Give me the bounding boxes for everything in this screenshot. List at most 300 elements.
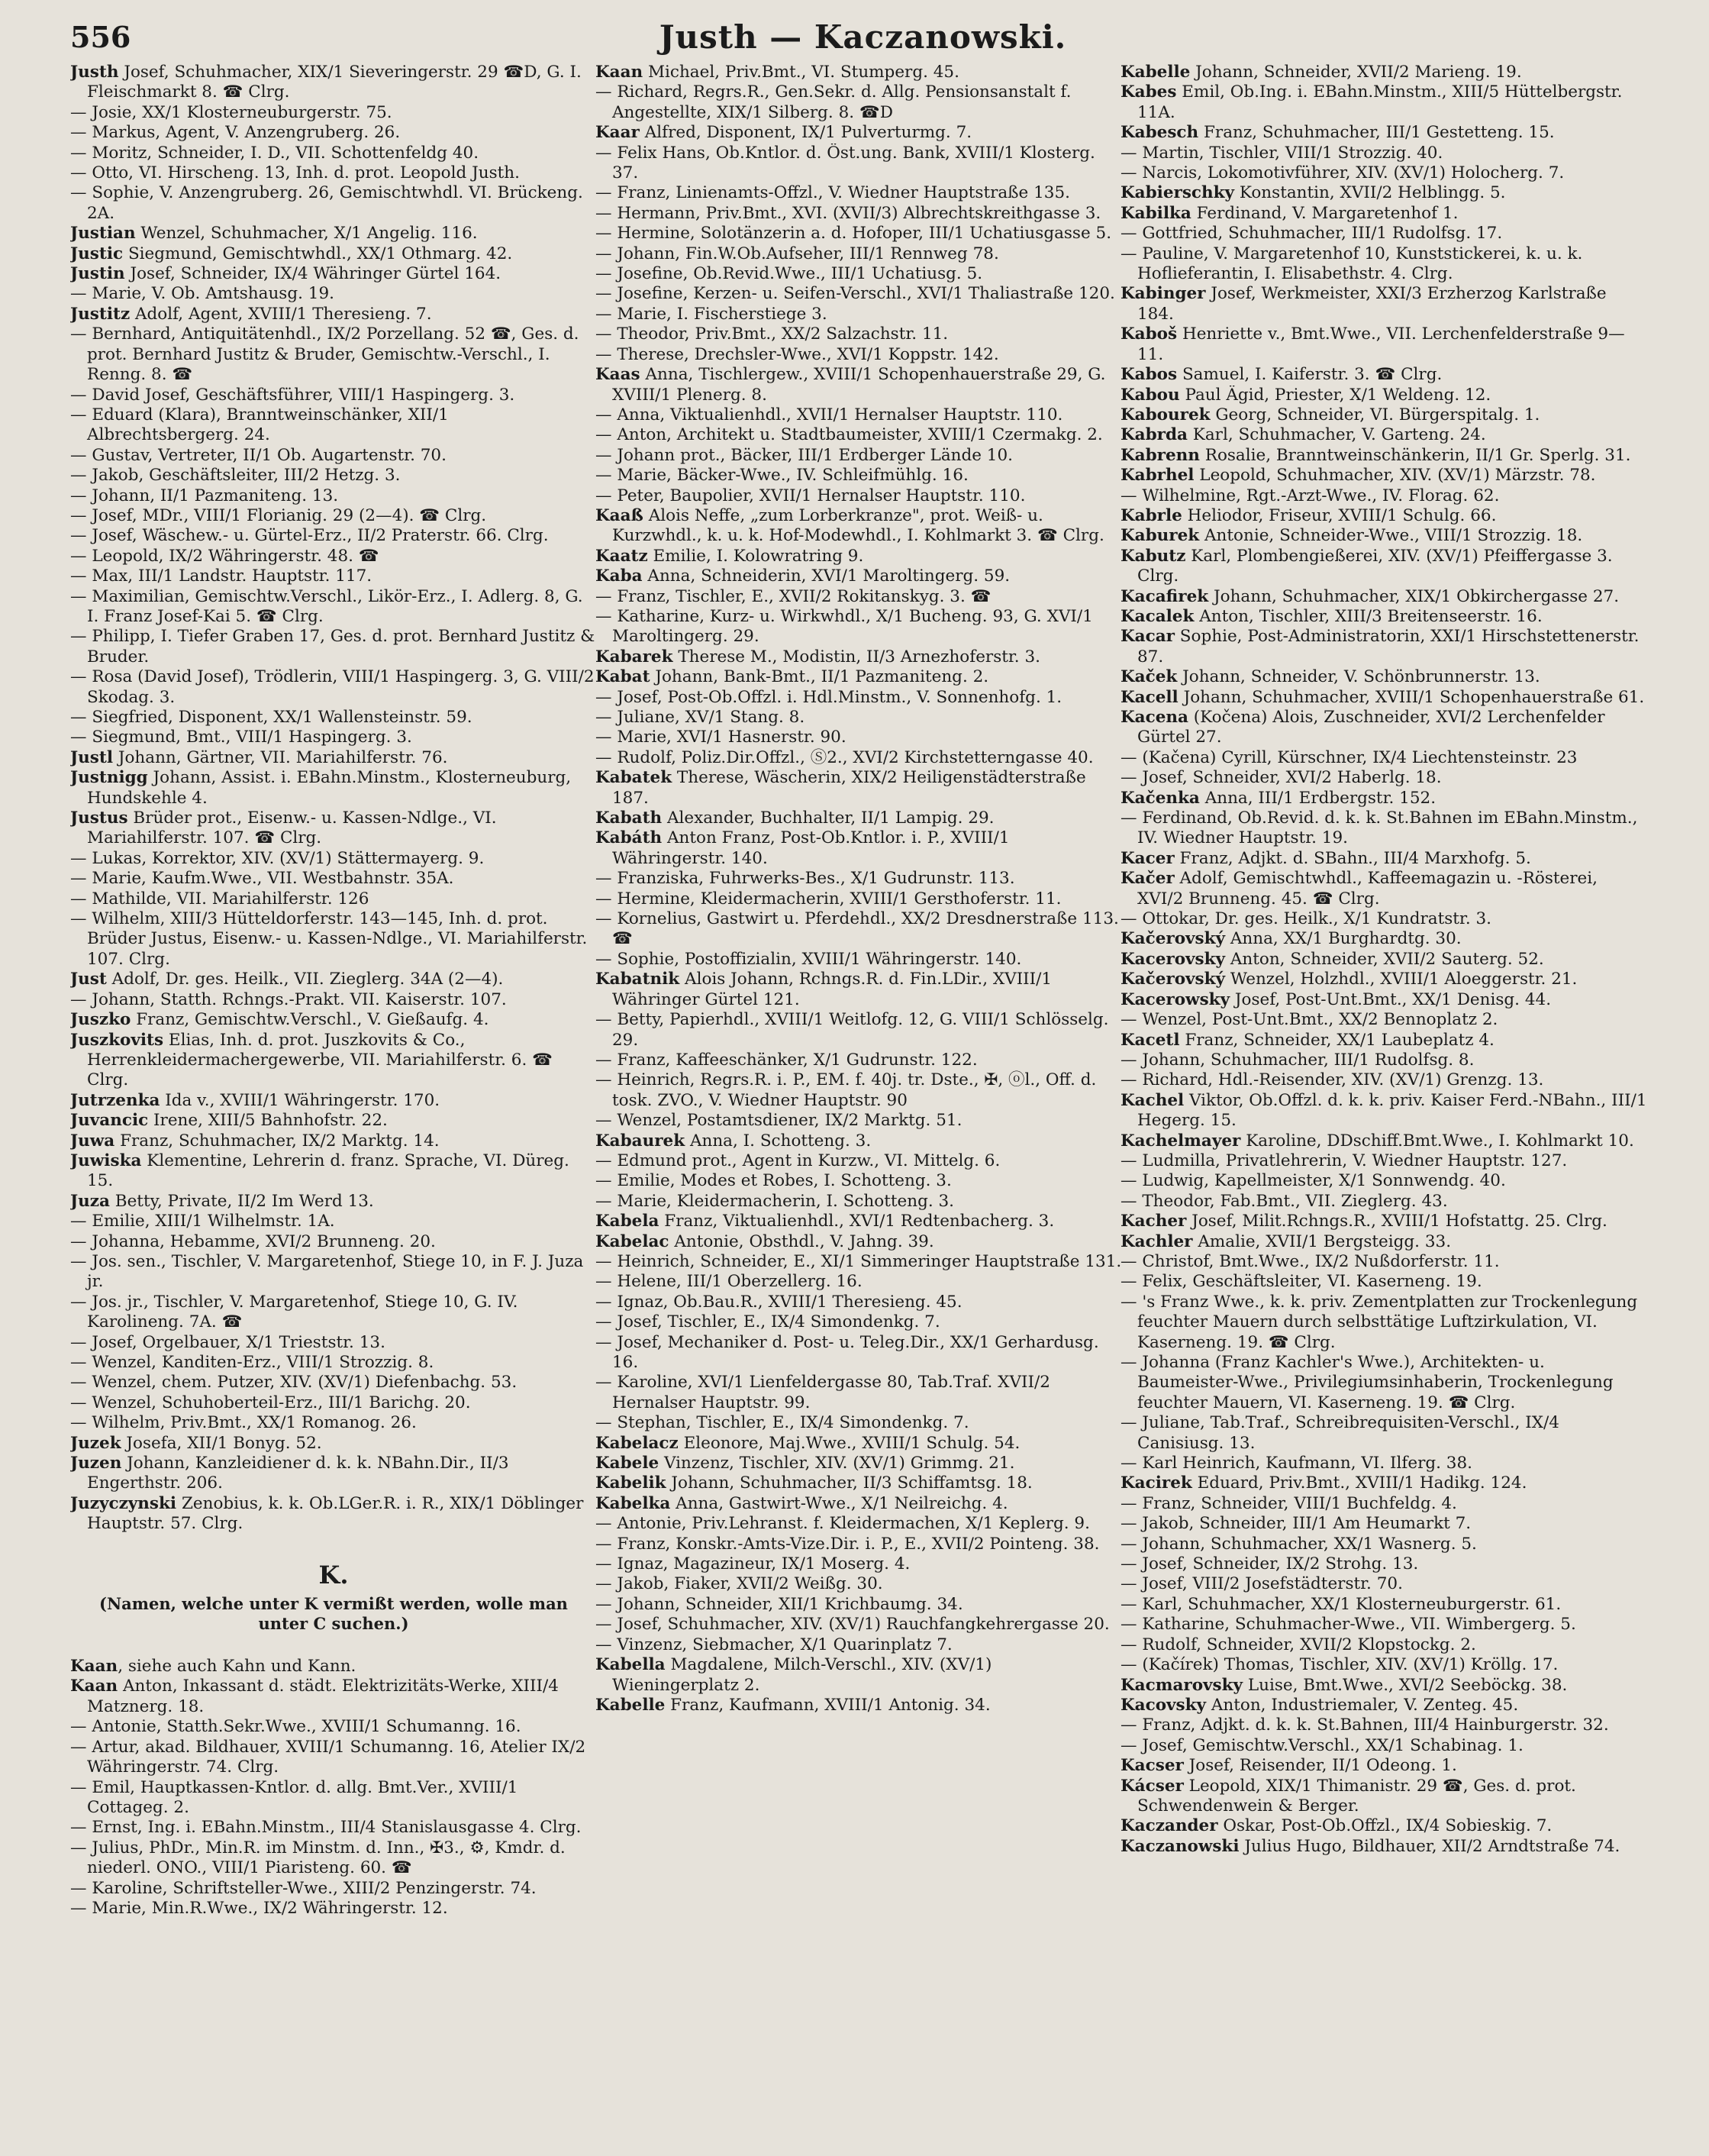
- entry-text: — Rosa (David Josef), Trödlerin, VIII/1 Haspingerg. 3, G. VIII/2 Skodag. 3.: [70, 667, 595, 707]
- entry-text: — Wenzel, Postamtsdiener, IX/2 Marktg. 51.: [595, 1111, 963, 1131]
- entry-text: Johann, Bank-Bmt., II/1 Pazmaniteng. 2.: [650, 667, 989, 687]
- entry-text: Eduard, Priv.Bmt., XVIII/1 Hadikg. 124.: [1191, 1473, 1527, 1493]
- entry-surname: Kacirek: [1121, 1473, 1192, 1493]
- entry-text: Anton Franz, Post-Ob.Kntlor. i. P., XVIII/1 Währingerstr. 140.: [612, 828, 1010, 868]
- page-number: 556: [70, 20, 131, 54]
- entry-text: Viktor, Ob.Offzl. d. k. k. priv. Kaiser Ferd.-NBahn., III/1 Hegerg. 15.: [1137, 1090, 1647, 1131]
- directory-entry: [1121, 1413, 1647, 1454]
- directory-entry: [595, 123, 1122, 143]
- directory-entry: [70, 1413, 597, 1433]
- entry-surname: Juzen: [70, 1454, 122, 1473]
- entry-text: — Gottfried, Schuhmacher, III/1 Rudolfsg. 17.: [1121, 224, 1503, 244]
- entry-text: Josefa, XII/1 Bonyg. 52.: [121, 1433, 322, 1453]
- entry-text: — Leopold, IX/2 Währingerstr. 48. ☎: [70, 546, 379, 566]
- entry-text: — Moritz, Schneider, I. D., VII. Schottenfeldg 40.: [70, 143, 479, 163]
- directory-entry: [70, 1677, 597, 1717]
- entry-text: — Betty, Papierhdl., XVIII/1 Weitlofg. 12, G. VIII/1 Schlösselg. 29.: [595, 1010, 1109, 1050]
- entries-top: [70, 63, 597, 1535]
- directory-entry: [595, 466, 1122, 486]
- directory-entry: [70, 284, 597, 304]
- entry-text: — Maximilian, Gemischtw.Verschl., Likör-Erz., I. Adlerg. 8, G. I. Franz Josef-Kai 5. ☎ Clrg.: [70, 586, 583, 626]
- entry-surname: Kačenka: [1121, 788, 1200, 808]
- directory-entry: [595, 587, 1122, 607]
- directory-entry: [595, 1293, 1122, 1312]
- entry-surname: Justh: [70, 63, 119, 82]
- entry-text: Johann, Schneider, XVII/2 Marieng. 19.: [1190, 63, 1522, 82]
- directory-entry: [595, 1070, 1122, 1111]
- directory-entry: [70, 1738, 597, 1778]
- entry-text: — Johann, Schuhmacher, XX/1 Wasnerg. 5.: [1121, 1534, 1477, 1554]
- directory-entry: [1121, 284, 1647, 324]
- entry-text: — Josef, Gemischtw.Verschl., XX/1 Schabinag. 1.: [1121, 1735, 1524, 1755]
- entry-text: Johann, Schuhmacher, XIX/1 Obkirchergasse 27.: [1208, 586, 1620, 606]
- directory-entry: [1121, 950, 1647, 970]
- entry-text: — Wenzel, Kanditen-Erz., VIII/1 Strozzig. 8.: [70, 1353, 434, 1372]
- directory-entry: [1121, 405, 1647, 425]
- directory-entry: [595, 1473, 1122, 1493]
- entry-surname: Kabesch: [1121, 123, 1199, 143]
- entry-text: — Max, III/1 Landstr. Hauptstr. 117.: [70, 566, 372, 586]
- directory-entry: [1121, 1131, 1647, 1151]
- entry-text: Anna, Tischlergew., XVIII/1 Schopenhauerstraße 29, G. XVIII/1 Plenerg. 8.: [612, 365, 1106, 405]
- directory-entry: [1121, 1151, 1647, 1171]
- entry-text: Elias, Inh. d. prot. Juszkovits & Co., Herrenkleidermachergewerbe, VII. Mariahilferstr. 6. ☎ Clrg.: [87, 1030, 553, 1090]
- directory-entry: [70, 526, 597, 546]
- entry-text: — Karl, Schuhmacher, XX/1 Klosterneuburgerstr. 61.: [1121, 1594, 1562, 1614]
- entry-text: Therese M., Modistin, II/3 Arnezhoferstr. 3.: [672, 647, 1040, 666]
- entry-surname: Kabáth: [595, 828, 663, 848]
- directory-entry: [1121, 365, 1647, 385]
- directory-entry: [595, 1434, 1122, 1454]
- entry-surname: Kaan: [595, 63, 643, 82]
- directory-entry: [70, 1373, 597, 1393]
- entry-text: — Marie, V. Ob. Amtshausg. 19.: [70, 284, 334, 304]
- directory-entry: [70, 587, 597, 628]
- directory-entry: [595, 305, 1122, 324]
- directory-entry: [595, 1171, 1122, 1191]
- entry-text: Georg, Schneider, VI. Bürgerspitalg. 1.: [1210, 405, 1540, 424]
- entry-surname: Kaboš: [1121, 324, 1178, 344]
- directory-entry: [1121, 1777, 1647, 1817]
- entry-surname: Kácser: [1121, 1776, 1184, 1796]
- directory-entry: [70, 1333, 597, 1353]
- entry-surname: Justic: [70, 244, 124, 263]
- directory-entry: [1121, 627, 1647, 667]
- directory-entry: [595, 1615, 1122, 1635]
- entry-text: — Wenzel, Post-Unt.Bmt., XX/2 Bennoplatz 2.: [1121, 1010, 1498, 1030]
- directory-entry: [595, 1232, 1122, 1252]
- directory-entry: [70, 990, 597, 1010]
- entry-text: Franz, Schuhmacher, III/1 Gestetteng. 15.: [1198, 123, 1555, 143]
- directory-entry: [70, 547, 597, 566]
- directory-entry: [595, 365, 1122, 405]
- directory-entry: [70, 123, 597, 143]
- directory-entry: [1121, 1293, 1647, 1353]
- entry-surname: Kabat: [595, 667, 650, 687]
- entry-text: Wenzel, Schuhmacher, X/1 Angelig. 116.: [135, 224, 478, 244]
- directory-entry: [70, 103, 597, 123]
- entry-surname: Juszkovits: [70, 1030, 164, 1050]
- entry-text: Antonie, Obsthdl., V. Jahng. 39.: [669, 1231, 934, 1251]
- entry-text: — Siegfried, Disponent, XX/1 Wallensteinstr. 59.: [70, 708, 472, 727]
- entry-text: Ferdinand, V. Margaretenhof 1.: [1191, 203, 1459, 223]
- entry-text: — Richard, Hdl.-Reisender, XIV. (XV/1) Grenzg. 13.: [1121, 1070, 1544, 1090]
- directory-entry: [70, 466, 597, 486]
- directory-entry: [595, 1554, 1122, 1574]
- entry-text: — Wilhelm, Priv.Bmt., XX/1 Romanog. 26.: [70, 1413, 417, 1433]
- entry-text: — Franz, Linienamts-Offzl., V. Wiedner Hauptstraße 135.: [595, 183, 1070, 203]
- directory-entry: [1121, 1696, 1647, 1715]
- entry-surname: Kabrda: [1121, 425, 1188, 445]
- entry-text: — Josef, VIII/2 Josefstädterstr. 70.: [1121, 1574, 1403, 1594]
- directory-entry: [1121, 1031, 1647, 1051]
- directory-entry: [1121, 1353, 1647, 1413]
- directory-entry: [1121, 1615, 1647, 1635]
- entry-text: Eleonore, Maj.Wwe., XVIII/1 Schulg. 54.: [678, 1433, 1021, 1453]
- entry-surname: Just: [70, 970, 107, 989]
- entries: [1121, 63, 1647, 1857]
- directory-entry: [595, 1574, 1122, 1594]
- entry-text: — Marie, XVI/1 Hasnerstr. 90.: [595, 728, 846, 747]
- directory-entry: [595, 950, 1122, 970]
- directory-entry: [70, 1393, 597, 1413]
- directory-entry: [1121, 587, 1647, 607]
- entry-text: Adolf, Agent, XVIII/1 Theresieng. 7.: [130, 304, 432, 324]
- entry-surname: Kabrenn: [1121, 445, 1200, 465]
- entry-surname: Kabelka: [595, 1493, 671, 1513]
- directory-entry: [1121, 929, 1647, 949]
- entry-surname: Kabela: [595, 1212, 659, 1231]
- directory-entry: [70, 1151, 597, 1192]
- directory-entry: [1121, 1252, 1647, 1272]
- entry-text: — (Kačena) Cyrill, Kürschner, IX/4 Liechtensteinstr. 23: [1121, 747, 1578, 767]
- entry-text: Franz, Adjkt. d. SBahn., III/4 Marxhofg. 5.: [1174, 848, 1531, 868]
- directory-entry: [1121, 1554, 1647, 1574]
- directory-entry: [595, 1494, 1122, 1514]
- directory-entry: [595, 1413, 1122, 1433]
- directory-entry: [70, 1879, 597, 1899]
- directory-entry: [1121, 324, 1647, 365]
- entry-text: Anton, Schneider, XVII/2 Sauterg. 52.: [1225, 949, 1544, 969]
- directory-entry: [1121, 1454, 1647, 1473]
- entry-text: — Johann, Schuhmacher, III/1 Rudolfsg. 8.: [1121, 1050, 1475, 1070]
- directory-entry: [70, 849, 597, 869]
- entry-text: — Katharine, Schuhmacher-Wwe., VII. Wimbergerg. 5.: [1121, 1615, 1576, 1635]
- entry-text: — Richard, Regrs.R., Gen.Sekr. d. Allg. Pensionsanstalt f. Angestellte, XIX/1 Silberg. 8. ☎D: [595, 82, 1072, 122]
- entry-text: — Martin, Tischler, VIII/1 Strozzig. 40.: [1121, 143, 1443, 163]
- directory-entry: [1121, 1212, 1647, 1231]
- directory-entry: [595, 1212, 1122, 1231]
- entry-text: — 's Franz Wwe., k. k. priv. Zementplatten zur Trockenlegung feuchter Mauern durch selbsttätige Luftzirkulation, VI. Kaserneng. 19. ☎ Clrg.: [1121, 1292, 1638, 1352]
- entry-text: Josef, Schneider, IX/4 Währinger Gürtel 164.: [124, 264, 501, 284]
- entry-surname: Jutrzenka: [70, 1090, 160, 1110]
- directory-entry: [1121, 386, 1647, 405]
- entry-text: — Therese, Drechsler-Wwe., XVI/1 Koppstr. 142.: [595, 344, 999, 364]
- entry-surname: Kabilka: [1121, 203, 1191, 223]
- directory-entry: [70, 889, 597, 909]
- entry-surname: Kačer: [1121, 869, 1175, 889]
- entry-text: — Hermine, Solotänzerin a. d. Hofoper, III/1 Uchatiusgasse 5.: [595, 224, 1112, 244]
- entry-text: Wenzel, Holzhdl., XVIII/1 Aloeggerstr. 21.: [1225, 970, 1578, 989]
- entry-text: — Johann, Fin.W.Ob.Aufseher, III/1 Rennweg 78.: [595, 244, 999, 263]
- directory-entry: [1121, 1051, 1647, 1070]
- directory-entry: [1121, 1736, 1647, 1756]
- entry-text: — Bernhard, Antiquitätenhdl., IX/2 Porzellang. 52 ☎, Ges. d. prot. Bernhard Justitz & Bruder, Gemischtw.-Verschl., I. Renng. 8. ☎: [70, 324, 579, 385]
- entry-surname: Justl: [70, 747, 114, 767]
- entry-surname: Kabath: [595, 808, 663, 828]
- entry-surname: Justian: [70, 224, 136, 244]
- directory-entry: [1121, 768, 1647, 788]
- entry-surname: Juszko: [70, 1010, 131, 1030]
- directory-entry: [1121, 1837, 1647, 1857]
- entry-surname: Juzyczynski: [70, 1493, 177, 1513]
- entry-text: — Marie, Kaufm.Wwe., VII. Westbahnstr. 35A.: [70, 869, 454, 889]
- directory-entry: [1121, 607, 1647, 627]
- directory-entry: [595, 1192, 1122, 1212]
- entry-surname: Kacell: [1121, 687, 1179, 707]
- entry-text: — Wilhelm, XIII/3 Hütteldorferstr. 143—145, Inh. d. prot. Brüder Justus, Eisenw.- u. Kassen-Ndlge., VI. Mariahilferstr. 107. Clrg.: [70, 909, 588, 969]
- entry-text: — Johann, II/1 Pazmaniteng. 13.: [70, 486, 339, 505]
- directory-entry: [595, 869, 1122, 889]
- directory-entry: [70, 566, 597, 586]
- entry-text: — Rudolf, Schneider, XVII/2 Klopstockg. 2.: [1121, 1635, 1476, 1654]
- entry-surname: Kačerovský: [1121, 929, 1226, 949]
- entry-text: Anton, Industriemaler, V. Zenteg. 45.: [1206, 1695, 1519, 1715]
- entry-surname: Kabella: [595, 1655, 666, 1675]
- entry-text: Leopold, Schuhmacher, XIV. (XV/1) Märzstr. 78.: [1194, 466, 1596, 486]
- entry-text: Karl, Plombengießerei, XIV. (XV/1) Pfeiffergasse 3. Clrg.: [1137, 546, 1613, 586]
- directory-entry: [595, 405, 1122, 425]
- directory-entry: [595, 1312, 1122, 1332]
- entry-text: — Katharine, Kurz- u. Wirkwhdl., X/1 Bucheng. 93, G. XVI/1 Maroltingerg. 29.: [595, 606, 1093, 647]
- entry-surname: Kabourek: [1121, 405, 1211, 424]
- entry-text: Luise, Bmt.Wwe., XVI/2 Seeböckg. 38.: [1243, 1675, 1568, 1695]
- directory-entry: [595, 1151, 1122, 1171]
- running-title: Justh — Kaczanowski.: [659, 18, 1067, 56]
- directory-entry: [70, 1111, 597, 1131]
- entry-surname: Kacovsky: [1121, 1695, 1207, 1715]
- directory-entry: [70, 224, 597, 244]
- entry-text: — Ludwig, Kapellmeister, X/1 Sonnwendg. 40.: [1121, 1171, 1506, 1191]
- entry-text: Anton, Tischler, XIII/3 Breitenseerstr. 16.: [1194, 606, 1543, 626]
- entry-text: Rosalie, Branntweinschänkerin, II/1 Gr. Sperlg. 31.: [1199, 445, 1631, 465]
- entry-surname: Juvancic: [70, 1111, 149, 1131]
- entry-text: — Hermann, Priv.Bmt., XVI. (XVII/3) Albrechtskreithgasse 3.: [595, 203, 1101, 223]
- directory-entry: [70, 1717, 597, 1737]
- entry-text: Ida v., XVIII/1 Währingerstr. 170.: [160, 1090, 440, 1110]
- directory-entry: [70, 708, 597, 728]
- entry-text: — Franziska, Fuhrwerks-Bes., X/1 Gudrunstr. 113.: [595, 869, 1015, 889]
- entry-text: — Karl Heinrich, Kaufmann, VI. Ilferg. 38.: [1121, 1454, 1473, 1473]
- directory-entry: [595, 183, 1122, 203]
- entry-surname: Kačerovský: [1121, 970, 1226, 989]
- directory-entry: [595, 1333, 1122, 1373]
- entry-text: Therese, Wäscherin, XIX/2 Heiligenstädterstraße 187.: [612, 768, 1086, 808]
- directory-entry: [595, 1595, 1122, 1615]
- directory-entry: [1121, 667, 1647, 687]
- entry-text: — Eduard (Klara), Branntweinschänker, XII/1 Albrechtsbergerg. 24.: [70, 405, 449, 445]
- directory-entry: [1121, 1010, 1647, 1030]
- directory-entry: [1121, 446, 1647, 466]
- entry-surname: Kabarek: [595, 647, 673, 666]
- entry-surname: Kabos: [1121, 365, 1178, 385]
- entry-text: — Ernst, Ing. i. EBahn.Minstm., III/4 Stanislausgasse 4. Clrg.: [70, 1818, 582, 1838]
- entry-text: — Philipp, I. Tiefer Graben 17, Ges. d. prot. Bernhard Justitz & Bruder.: [70, 627, 595, 666]
- entry-text: Siegmund, Gemischtwhdl., XX/1 Othmarg. 42.: [123, 244, 513, 263]
- directory-entry: [595, 224, 1122, 244]
- entry-text: Samuel, I. Kaiferstr. 3. ☎ Clrg.: [1177, 365, 1443, 385]
- entry-text: Johann, Gärtner, VII. Mariahilferstr. 76.: [113, 747, 448, 767]
- directory-entry: [1121, 1514, 1647, 1534]
- entry-text: — Antonie, Priv.Lehranst. f. Kleidermachen, X/1 Keplerg. 9.: [595, 1514, 1090, 1534]
- entry-text: Sophie, Post-Administratorin, XXI/1 Hirschstettenerstr. 87.: [1137, 627, 1640, 666]
- entry-text: Julius Hugo, Bildhauer, XII/2 Arndtstraße 74.: [1239, 1836, 1620, 1856]
- entry-surname: Kaar: [595, 123, 640, 143]
- entry-text: Karoline, DDschiff.Bmt.Wwe., I. Kohlmarkt 10.: [1240, 1131, 1634, 1151]
- directory-entry: [70, 405, 597, 446]
- directory-entry: [70, 144, 597, 163]
- entry-text: Franz, Viktualienhdl., XVI/1 Redtenbacherg. 3.: [659, 1212, 1055, 1231]
- directory-entry: [595, 63, 1122, 82]
- entry-text: — Wenzel, chem. Putzer, XIV. (XV/1) Diefenbachg. 53.: [70, 1373, 518, 1393]
- entry-text: — Josef, Schneider, XVI/2 Haberlg. 18.: [1121, 768, 1442, 788]
- entry-text: — Ottokar, Dr. ges. Heilk., X/1 Kundratstr. 3.: [1121, 909, 1491, 929]
- directory-entry: [1121, 1535, 1647, 1554]
- entry-text: — Jakob, Fiaker, XVII/2 Weißg. 30.: [595, 1574, 883, 1594]
- directory-entry: [595, 1010, 1122, 1051]
- directory-entry: [595, 82, 1122, 123]
- directory-entry: [70, 627, 597, 667]
- entry-surname: Kabatnik: [595, 970, 680, 989]
- entry-text: — Marie, Bäcker-Wwe., IV. Schleifmühlg. 16.: [595, 466, 969, 486]
- directory-entry: [1121, 506, 1647, 526]
- directory-entry: [1121, 163, 1647, 183]
- entry-surname: Kabierschky: [1121, 183, 1235, 203]
- entry-surname: Kabinger: [1121, 284, 1206, 304]
- entry-surname: Juza: [70, 1191, 110, 1211]
- directory-entry: [70, 506, 597, 526]
- directory-entry: [1121, 1715, 1647, 1735]
- entry-text: Alexander, Buchhalter, II/1 Lampig. 29.: [662, 808, 995, 828]
- entry-text: — Franz, Adjkt. d. k. k. St.Bahnen, III/4 Hainburgerstr. 32.: [1121, 1715, 1609, 1735]
- entry-surname: Juzek: [70, 1433, 121, 1453]
- entry-text: Anton, Inkassant d. städt. Elektrizitäts-Werke, XIII/4 Matznerg. 18.: [87, 1677, 559, 1716]
- directory-entry: [595, 1272, 1122, 1292]
- entry-surname: Kabatek: [595, 768, 672, 788]
- entry-text: — Josef, Schneider, IX/2 Strohg. 13.: [1121, 1554, 1419, 1574]
- entry-text: — Ludmilla, Privatlehrerin, V. Wiedner Hauptstr. 127.: [1121, 1151, 1568, 1170]
- directory-entry: [70, 163, 597, 183]
- entry-surname: Kachel: [1121, 1090, 1185, 1110]
- directory-entry: [70, 970, 597, 989]
- entry-text: Heliodor, Friseur, XVIII/1 Schulg. 66.: [1182, 505, 1497, 525]
- directory-entry: [1121, 1494, 1647, 1514]
- directory-entry: [70, 1031, 597, 1091]
- directory-entry: [595, 284, 1122, 304]
- entry-text: Franz, Schneider, XX/1 Laubeplatz 4.: [1179, 1030, 1495, 1050]
- directory-entry: [70, 183, 597, 224]
- entry-text: — Josefine, Ob.Revid.Wwe., III/1 Uchatiusg. 5.: [595, 264, 983, 284]
- entry-text: — Felix, Geschäftsleiter, VI. Kaserneng. 19.: [1121, 1272, 1482, 1292]
- directory-entry: [595, 667, 1122, 687]
- directory-entry: [70, 305, 597, 324]
- entry-text: — Theodor, Fab.Bmt., VII. Zieglerg. 43.: [1121, 1191, 1448, 1211]
- directory-entry: [595, 324, 1122, 344]
- entry-text: — Emilie, Modes et Robes, I. Schotteng. 3.: [595, 1171, 952, 1191]
- entry-text: — Sophie, V. Anzengruberg. 26, Gemischtwhdl. VI. Brückeng. 2A.: [70, 183, 583, 223]
- directory-entry: [70, 1778, 597, 1819]
- entry-text: — Jakob, Schneider, III/1 Am Heumarkt 7.: [1121, 1514, 1472, 1534]
- entry-text: Leopold, XIX/1 Thimanistr. 29 ☎, Ges. d. prot. Schwendenwein & Berger.: [1137, 1776, 1576, 1815]
- entry-text: Josef, Werkmeister, XXI/3 Erzherzog Karlstraße 184.: [1137, 284, 1607, 324]
- directory-entry: [1121, 466, 1647, 486]
- directory-entry: [595, 345, 1122, 365]
- entry-surname: Kaczander: [1121, 1816, 1218, 1836]
- entry-surname: Kabutz: [1121, 546, 1186, 566]
- entry-text: — Felix Hans, Ob.Kntlor. d. Öst.ung. Bank, XVIII/1 Klosterg. 37.: [595, 143, 1095, 183]
- entry-text: — Ignaz, Ob.Bau.R., XVIII/1 Theresieng. 45.: [595, 1292, 963, 1312]
- entry-text: — Emilie, XIII/1 Wilhelmstr. 1A.: [70, 1212, 335, 1231]
- directory-entry: [595, 566, 1122, 586]
- entry-text: — Johanna, Hebamme, XVI/2 Brunneng. 20.: [70, 1231, 436, 1251]
- entry-text: — Julius, PhDr., Min.R. im Minstm. d. Inn., ✠3., ⚙, Kmdr. d. niederl. ONO., VIII/1 Piaristeng. 60. ☎: [70, 1838, 566, 1878]
- entry-surname: Kachler: [1121, 1231, 1193, 1251]
- entry-text: — Juliane, Tab.Traf., Schreibrequisiten-Verschl., IX/4 Canisiusg. 13.: [1121, 1413, 1559, 1453]
- entry-text: , siehe auch Kahn und Kann.: [118, 1657, 356, 1677]
- entry-text: — Josef, Mechaniker d. Post- u. Teleg.Dir., XX/1 Gerhardusg. 16.: [595, 1332, 1099, 1372]
- entry-surname: Kaan: [70, 1657, 118, 1677]
- entry-surname: Kacena: [1121, 708, 1188, 727]
- directory-entry: [595, 748, 1122, 768]
- section-heading: K.: [318, 1560, 349, 1590]
- entry-text: — Wenzel, Schuhoberteil-Erz., III/1 Barichg. 20.: [70, 1393, 471, 1412]
- directory-entry: [70, 1232, 597, 1252]
- directory-entry: [595, 204, 1122, 224]
- entry-text: Betty, Private, II/2 Im Werd 13.: [109, 1191, 374, 1211]
- directory-entry: [595, 446, 1122, 466]
- directory-entry: [595, 970, 1122, 1010]
- entry-text: Adolf, Gemischtwhdl., Kaffeemagazin u. -Rösterei, XVI/2 Brunneng. 45. ☎ Clrg.: [1137, 869, 1598, 909]
- directory-entry: [70, 244, 597, 264]
- entry-text: Irene, XIII/5 Bahnhofstr. 22.: [148, 1111, 388, 1131]
- entry-surname: Kacher: [1121, 1212, 1187, 1231]
- entry-text: — Heinrich, Schneider, E., XI/1 Simmeringer Hauptstraße 131.: [595, 1251, 1122, 1271]
- entry-surname: Kabele: [595, 1454, 659, 1473]
- entry-text: Antonie, Schneider-Wwe., VIII/1 Strozzig. 18.: [1199, 526, 1583, 546]
- entry-surname: Kabelle: [595, 1695, 666, 1715]
- directory-entry: [1121, 1473, 1647, 1493]
- directory-entry: [1121, 224, 1647, 244]
- directory-entry: [1121, 547, 1647, 587]
- entry-text: — Artur, akad. Bildhauer, XVIII/1 Schumanng. 16, Atelier IX/2 Währingerstr. 74. Clrg.: [70, 1737, 586, 1777]
- directory-entry: [1121, 789, 1647, 808]
- entry-text: Anna, XX/1 Burghardtg. 30.: [1225, 929, 1462, 949]
- directory-entry: [70, 768, 597, 808]
- entry-text: — Josef, MDr., VIII/1 Florianig. 29 (2—4). ☎ Clrg.: [70, 505, 487, 525]
- directory-entry: [70, 486, 597, 506]
- directory-entry: [595, 486, 1122, 506]
- directory-entry: [595, 1655, 1122, 1696]
- directory-entry: [1121, 1756, 1647, 1776]
- directory-entry: [70, 446, 597, 466]
- entry-text: — Jakob, Geschäftsleiter, III/2 Hetzg. 3.: [70, 466, 401, 486]
- entry-text: Anna, I. Schotteng. 3.: [685, 1131, 872, 1151]
- entry-text: Oskar, Post-Ob.Offzl., IX/4 Sobieskig. 7.: [1217, 1816, 1553, 1836]
- entry-text: — Markus, Agent, V. Anzengruberg. 26.: [70, 123, 401, 143]
- entry-text: — Josef, Wäschew.- u. Gürtel-Erz., II/2 Praterstr. 66. Clrg.: [70, 526, 549, 546]
- directory-entry: [595, 708, 1122, 728]
- entry-text: Josef, Reisender, II/1 Odeong. 1.: [1183, 1756, 1457, 1776]
